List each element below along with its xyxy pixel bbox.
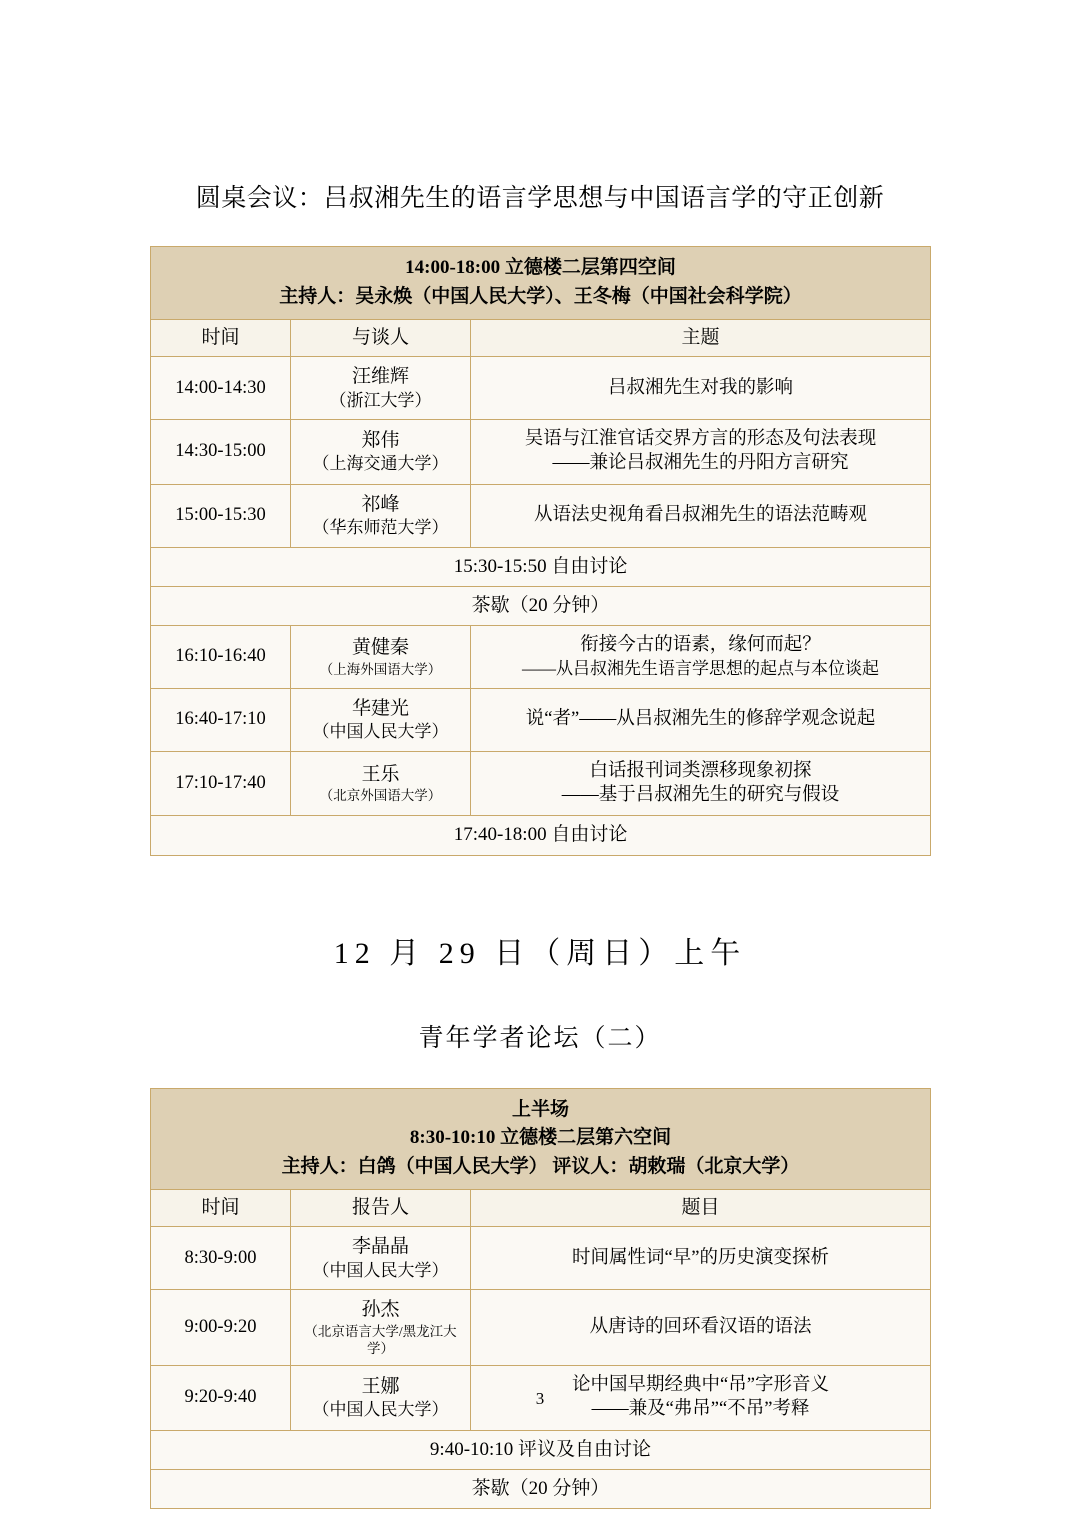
row-time: 17:10-17:40 <box>151 751 291 815</box>
banner-line-1: 14:00-18:00 立德楼二层第四空间 <box>405 257 676 278</box>
table-column-headers <box>151 320 931 357</box>
roundtable-schedule-table <box>150 246 931 856</box>
banner-line-2: 8:30-10:10 立德楼二层第六空间 <box>409 1127 672 1149</box>
row-time: 8:30-9:00 <box>151 1227 291 1290</box>
topic-line: 从语法史视角看吕叔湘先生的语法范畴观 <box>534 504 868 525</box>
person-name: 郑伟 <box>361 430 400 452</box>
row-time: 9:20-9:40 <box>151 1366 291 1430</box>
person-name: 孙杰 <box>361 1299 400 1321</box>
row-person <box>291 1290 471 1366</box>
forum-heading: 青年学者论坛（二） <box>418 1024 662 1052</box>
topic-line: 吴语与江淮官话交界方言的形态及句法表现 <box>524 429 877 450</box>
row-topic <box>471 484 931 547</box>
row-topic <box>471 1290 931 1366</box>
row-person <box>291 420 471 484</box>
banner-line-1: 上半场 <box>511 1098 569 1120</box>
column-header-time: 时间 <box>151 320 291 357</box>
table-row <box>151 1227 931 1290</box>
row-topic <box>471 1227 931 1290</box>
table-row-full <box>151 816 931 855</box>
person-name: 王娜 <box>361 1375 400 1397</box>
table-row-full <box>151 1469 931 1508</box>
column-header-speaker: 报告人 <box>291 1190 471 1227</box>
table-header-band <box>151 247 931 320</box>
page-number: 3 <box>535 1389 545 1408</box>
row-time: 16:40-17:10 <box>151 688 291 751</box>
table-row <box>151 484 931 547</box>
topic-subline: ——兼及“弗吊”“不吊”考释 <box>591 1398 810 1419</box>
topic-line: 衔接今古的语素，缘何而起？ <box>580 635 821 656</box>
table-row <box>151 1290 931 1366</box>
column-header-person: 与谈人 <box>291 320 471 357</box>
row-time: 14:30-15:00 <box>151 420 291 484</box>
banner-line-3: 主持人：白鸽（中国人民大学） 评议人：胡敕瑞（北京大学） <box>281 1155 800 1177</box>
row-topic <box>471 751 931 815</box>
person-affiliation: （中国人民大学） <box>312 722 449 742</box>
row-time: 16:10-16:40 <box>151 626 291 688</box>
topic-subline: ——从吕叔湘先生语言学思想的起点与本位谈起 <box>522 659 879 679</box>
discussion-row: 9:40-10:10 评议及自由讨论 <box>151 1430 931 1469</box>
table-row <box>151 420 931 484</box>
table-row-full <box>151 1430 931 1469</box>
person-name: 王乐 <box>361 763 400 785</box>
table-header-band <box>151 1088 931 1190</box>
row-person <box>291 484 471 547</box>
topic-line: 说“者”——从吕叔湘先生的修辞学观念说起 <box>525 709 876 730</box>
table-row-full <box>151 547 931 586</box>
table-column-headers <box>151 1190 931 1227</box>
banner-line-2: 主持人：吴永焕（中国人民大学）、王冬梅（中国社会科学院） <box>279 285 802 307</box>
topic-subline: ——基于吕叔湘先生的研究与假设 <box>561 784 840 805</box>
table-row <box>151 626 931 688</box>
topic-line: 论中国早期经典中“吊”字形音义 <box>572 1375 829 1396</box>
break-row: 茶歇（20 分钟） <box>151 1469 931 1508</box>
table-row <box>151 357 931 420</box>
column-header-topic: 主题 <box>471 320 931 357</box>
row-person <box>291 357 471 420</box>
person-name: 汪维辉 <box>351 366 409 388</box>
forum-schedule-table <box>150 1088 931 1510</box>
row-person <box>291 1227 471 1290</box>
person-affiliation: （中国人民大学） <box>312 1400 449 1420</box>
topic-line: 吕叔湘先生对我的影响 <box>608 377 794 398</box>
topic-line: 从唐诗的回环看汉语的语法 <box>589 1317 812 1337</box>
person-affiliation: （上海交通大学） <box>312 454 449 474</box>
table-row <box>151 688 931 751</box>
row-time: 9:00-9:20 <box>151 1290 291 1366</box>
row-topic <box>471 357 931 420</box>
row-time: 14:00-14:30 <box>151 357 291 420</box>
person-affiliation: （华东师范大学） <box>312 518 449 538</box>
table-row-full <box>151 587 931 626</box>
person-affiliation: （中国人民大学） <box>312 1260 449 1280</box>
person-affiliation: （北京语言大学/黑龙江大学） <box>304 1323 457 1356</box>
column-header-title: 题目 <box>471 1190 931 1227</box>
topic-line: 白话报刊词类漂移现象初探 <box>589 760 812 781</box>
row-topic <box>471 626 931 688</box>
column-header-time: 时间 <box>151 1190 291 1227</box>
row-person <box>291 626 471 688</box>
row-person <box>291 751 471 815</box>
row-topic <box>471 688 931 751</box>
person-name: 黄健秦 <box>351 637 409 659</box>
table-row <box>151 751 931 815</box>
roundtable-title: 圆桌会议：吕叔湘先生的语言学思想与中国语言学的守正创新 <box>195 185 885 212</box>
row-time: 15:00-15:30 <box>151 484 291 547</box>
topic-line: 时间属性词“早”的历史演变探析 <box>572 1247 829 1268</box>
person-affiliation: （北京外国语大学） <box>319 788 442 804</box>
person-affiliation: （上海外国语大学） <box>319 661 442 677</box>
row-topic <box>471 420 931 484</box>
person-name: 华建光 <box>351 697 409 719</box>
break-row: 茶歇（20 分钟） <box>151 587 931 626</box>
row-person <box>291 688 471 751</box>
topic-subline: ——兼论吕叔湘先生的丹阳方言研究 <box>552 453 849 474</box>
person-name: 祁峰 <box>361 493 400 515</box>
person-affiliation: （浙江大学） <box>329 390 432 410</box>
day-heading: 12 月 29 日（周日）上午 <box>333 936 747 970</box>
discussion-row: 15:30-15:50 自由讨论 <box>151 547 931 586</box>
person-name: 李晶晶 <box>351 1236 409 1258</box>
discussion-row: 17:40-18:00 自由讨论 <box>151 816 931 855</box>
